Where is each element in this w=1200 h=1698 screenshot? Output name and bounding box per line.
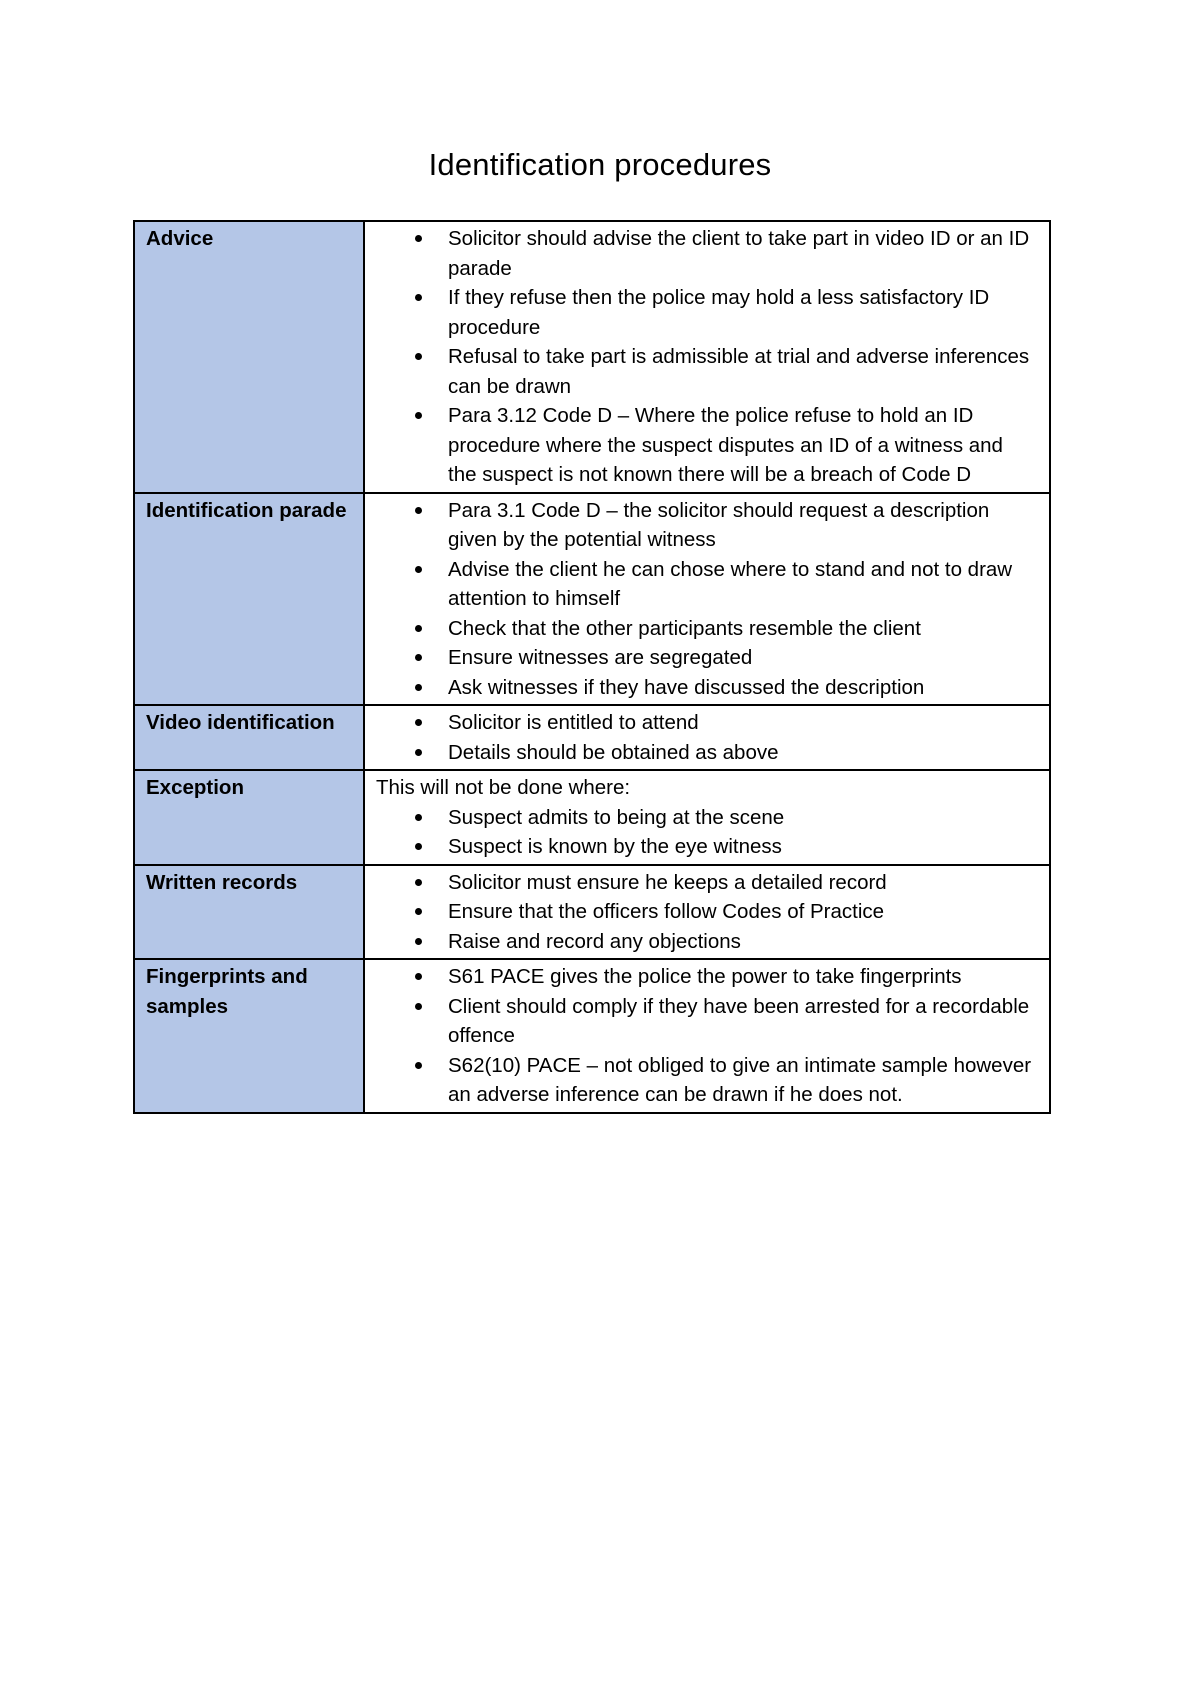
bullet-list <box>376 496 1035 703</box>
procedures-table <box>133 220 1051 1114</box>
list-item: Ensure that the officers follow Codes of Practice <box>376 897 1035 927</box>
table-row <box>134 705 1050 770</box>
bullet-list <box>376 708 1035 767</box>
procedures-table-body <box>134 221 1050 1113</box>
row-label: Fingerprints and samples <box>134 959 364 1113</box>
bullet-list <box>376 868 1035 957</box>
bullet-list <box>376 224 1035 490</box>
list-item: Para 3.1 Code D – the solicitor should request a description given by the potential witness <box>376 496 1035 555</box>
list-item: Refusal to take part is admissible at trial and adverse inferences can be drawn <box>376 342 1035 401</box>
bullet-list <box>376 962 1035 1110</box>
row-content <box>364 705 1050 770</box>
row-label: Video identification <box>134 705 364 770</box>
list-item: S62(10) PACE – not obliged to give an intimate sample however an adverse inference can be drawn if he does not. <box>376 1051 1035 1110</box>
table-row <box>134 865 1050 960</box>
row-content <box>364 221 1050 493</box>
list-item: Client should comply if they have been arrested for a recordable offence <box>376 992 1035 1051</box>
bullet-list <box>376 803 1035 862</box>
row-label: Identification parade <box>134 493 364 706</box>
list-item: Para 3.12 Code D – Where the police refuse to hold an ID procedure where the suspect disputes an ID of a witness and the suspect is not known there will be a breach of Code D <box>376 401 1035 490</box>
row-label: Advice <box>134 221 364 493</box>
table-row <box>134 221 1050 493</box>
list-item: Suspect is known by the eye witness <box>376 832 1035 862</box>
page-title: Identification procedures <box>428 147 772 182</box>
list-item: If they refuse then the police may hold a less satisfactory ID procedure <box>376 283 1035 342</box>
list-item: Advise the client he can chose where to stand and not to draw attention to himself <box>376 555 1035 614</box>
list-item: S61 PACE gives the police the power to take fingerprints <box>376 962 1035 992</box>
list-item: Ask witnesses if they have discussed the description <box>376 673 1035 703</box>
row-content <box>364 865 1050 960</box>
list-item: Solicitor is entitled to attend <box>376 708 1035 738</box>
list-item: Solicitor must ensure he keeps a detailed record <box>376 868 1035 898</box>
list-item: Raise and record any objections <box>376 927 1035 957</box>
list-item: Solicitor should advise the client to take part in video ID or an ID parade <box>376 224 1035 283</box>
row-content <box>364 493 1050 706</box>
row-content <box>364 770 1050 865</box>
table-row <box>134 959 1050 1113</box>
row-content <box>364 959 1050 1113</box>
row-label: Exception <box>134 770 364 865</box>
table-row <box>134 770 1050 865</box>
list-item: Check that the other participants resemble the client <box>376 614 1035 644</box>
table-row <box>134 493 1050 706</box>
list-item: Details should be obtained as above <box>376 738 1035 768</box>
row-lead-text: This will not be done where: <box>376 776 631 799</box>
list-item: Ensure witnesses are segregated <box>376 643 1035 673</box>
list-item: Suspect admits to being at the scene <box>376 803 1035 833</box>
row-label: Written records <box>134 865 364 960</box>
